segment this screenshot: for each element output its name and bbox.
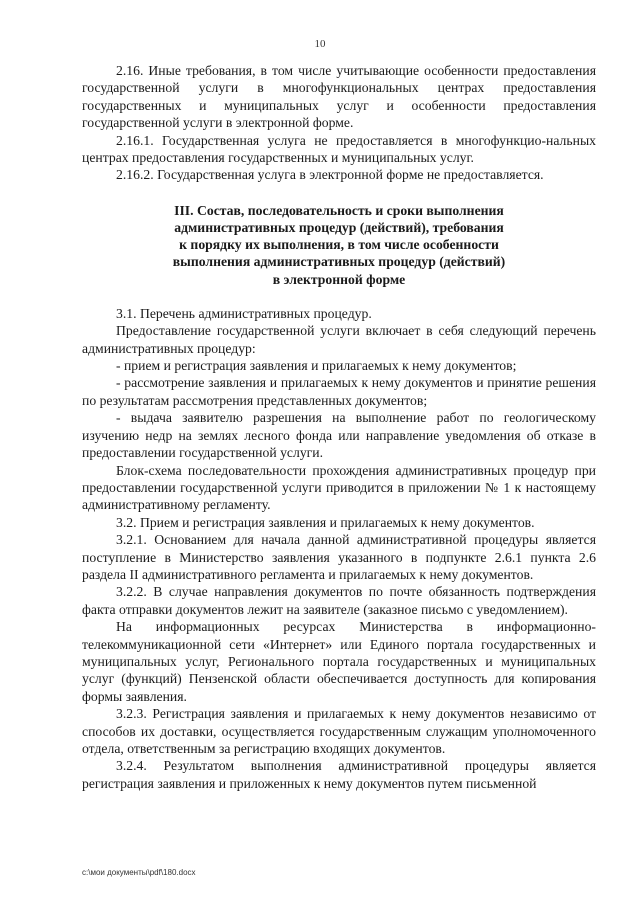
- paragraph: 3.2.1. Основанием для начала данной административной процедуры является поступление в Министерство заявления указанного в подпункте 2.6.1 пункта 2.6 раздела II административного регламента и прилагаемых к нему документов.: [82, 532, 596, 582]
- paragraph: Предоставление государственной услуги включает в себя следующий перечень административных процедур:: [82, 323, 596, 356]
- section-heading: [82, 202, 596, 288]
- section-heading-line: к порядку их выполнения, в том числе особенности: [179, 237, 499, 253]
- paragraph: 2.16. Иные требования, в том числе учитывающие особенности предоставления государственной услуги в многофункциональных центрах предоставления государственных и муниципальных услуг и особенности предоставления государственной услуги в электронной форме.: [82, 63, 596, 131]
- paragraph: Блок-схема последовательности прохождения административных процедур при предоставлении государственной услуги приводится в приложении № 1 к настоящему административному регламенту.: [82, 462, 596, 513]
- list-item: - выдача заявителю разрешения на выполнение работ по геологическому изучению недр на землях лесного фонда или направление уведомления об отказе в предоставлении государственной услуги.: [82, 410, 596, 461]
- paragraph: 3.1. Перечень административных процедур.: [116, 305, 372, 321]
- list-item: - рассмотрение заявления и прилагаемых к нему документов и принятие решения по результатам рассмотрения представленных документов;: [82, 375, 596, 408]
- paragraph: На информационных ресурсах Министерства в информационно-телекоммуникационной сети «Интернет» или Единого портала государственных и муниципальных услуг, Регионального портала государственных и муниципальных услуг (функций) Пензенской области обеспечивается доступность для копирования формы заявления.: [82, 619, 596, 704]
- section-heading-line: выполнения административных процедур (действий): [172, 254, 506, 270]
- paragraph: 2.16.2. Государственная услуга в электронной форме не предоставляется.: [116, 167, 544, 183]
- paragraph: 3.2.3. Регистрация заявления и прилагаемых к нему документов независимо от способов их доставки, осуществляется государственным служащим уполномоченного отдела, ответственным за регистрацию входящих документов.: [82, 706, 596, 757]
- section-heading-line: административных процедур (действий), требования: [174, 220, 504, 236]
- document-body: [82, 62, 596, 792]
- footer-file-path: c:\мои документы\pdf\180.docx: [82, 868, 196, 877]
- paragraph: 3.2.2. В случае направления документов по почте обязанность подтверждения факта отправки документов лежит на заявителе (заказное письмо с уведомлением).: [82, 584, 596, 617]
- section-heading-line: в электронной форме: [272, 271, 406, 287]
- list-item: - прием и регистрация заявления и прилагаемых к нему документов;: [116, 358, 517, 374]
- paragraph: 3.2.4. Результатом выполнения административной процедуры является регистрация заявления и приложенных к нему документов путем письменной: [82, 758, 596, 791]
- section-heading-line: III. Состав, последовательность и сроки выполнения: [174, 202, 504, 218]
- page-number: 10: [314, 38, 326, 50]
- paragraph: 3.2. Прием и регистрация заявления и прилагаемых к нему документов.: [116, 514, 535, 530]
- paragraph: 2.16.1. Государственная услуга не предоставляется в многофункцио-нальных центрах предоставления государственных и муниципальных услуг.: [82, 132, 596, 166]
